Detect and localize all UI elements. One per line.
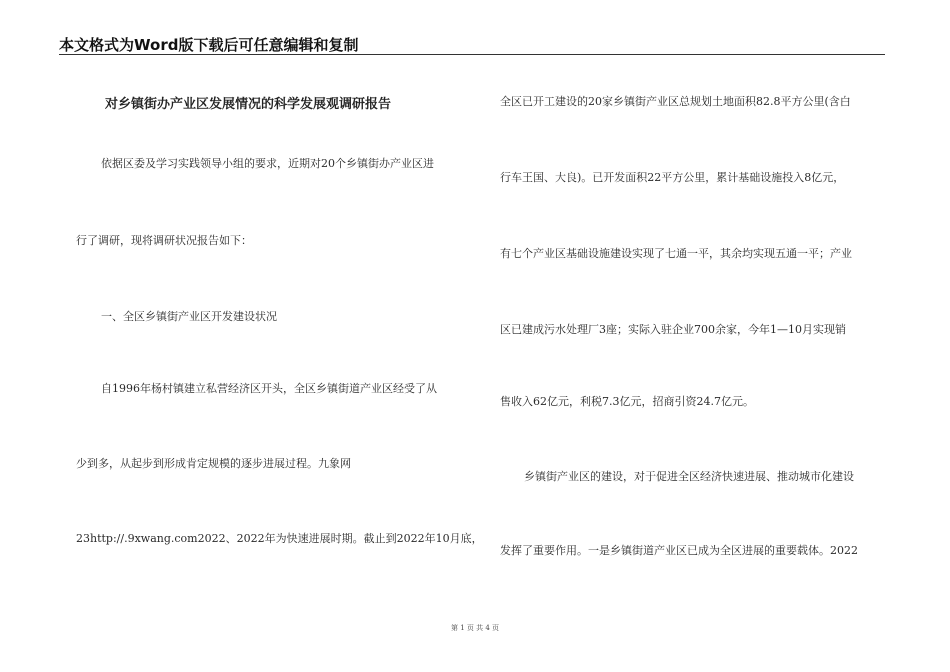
header-divider — [59, 54, 885, 55]
page-number: 第 1 页 共 4 页 — [450, 624, 500, 632]
right-line-3: 有七个产业区基础设施建设实现了七通一平，其余均实现五通一平；产业 — [500, 247, 852, 260]
left-line-2: 行了调研，现将调研状况报告如下： — [76, 234, 252, 247]
right-line-1: 全区已开工建设的20家乡镇街产业区总规划土地面积82.8平方公里(含白 — [500, 95, 851, 108]
left-line-5: 少到多，从起步到形成肯定规模的逐步进展过程。九象网 — [76, 457, 351, 470]
right-line-5: 售收入62亿元，利税7.3亿元，招商引资24.7亿元。 — [500, 395, 754, 408]
left-line-4: 自1996年杨村镇建立私营经济区开头，全区乡镇街道产业区经受了从 — [101, 382, 437, 395]
left-line-6: 23http://.9xwang.com2022、2022年为快速进展时期。截止到2022年10月底， — [76, 532, 483, 545]
right-line-7: 发挥了重要作用。一是乡镇街道产业区已成为全区进展的重要载体。2022 — [500, 544, 858, 557]
right-line-6: 乡镇街产业区的建设，对于促进全区经济快速进展、推动城市化建设 — [524, 470, 854, 483]
right-line-2: 行车王国、大良)。已开发面积22平方公里，累计基础设施投入8亿元， — [500, 171, 845, 184]
format-banner: 本文格式为Word版下载后可任意编辑和复制 — [59, 36, 359, 54]
right-line-4: 区已建成污水处理厂3座；实际入驻企业700余家，今年1—10月实现销 — [500, 323, 846, 336]
report-title: 对乡镇街办产业区发展情况的科学发展观调研报告 — [105, 97, 392, 112]
section-heading: 一、全区乡镇街产业区开发建设状况 — [101, 310, 277, 323]
left-line-1: 依据区委及学习实践领导小组的要求，近期对20个乡镇街办产业区进 — [101, 157, 434, 170]
